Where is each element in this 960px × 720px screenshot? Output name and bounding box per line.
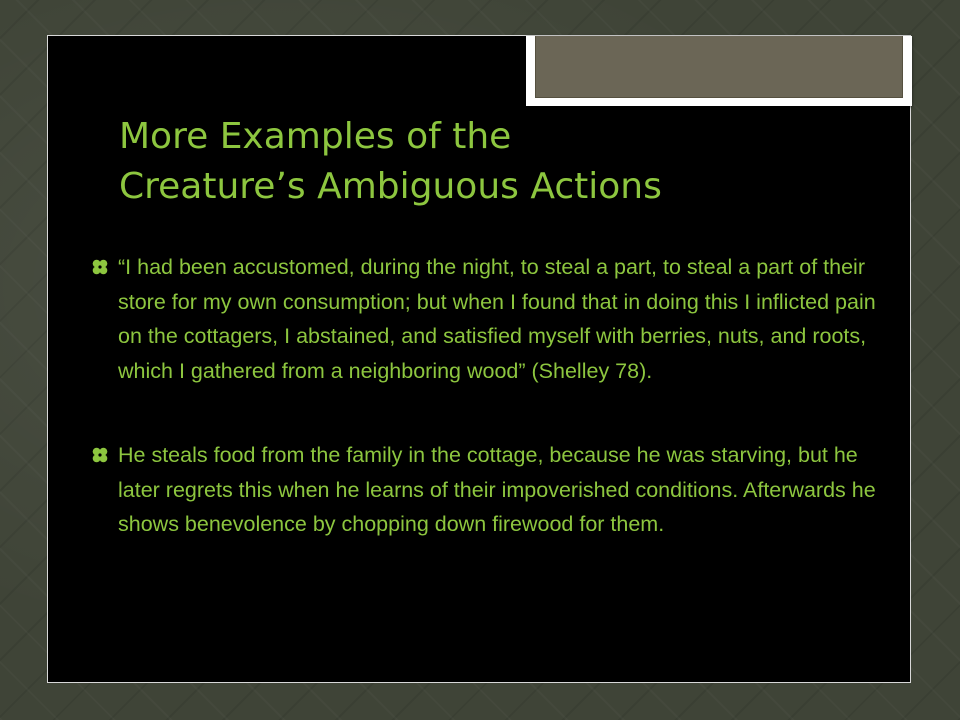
slide-title [119,112,879,212]
slide-title-line-1: More Examples of the [119,116,512,157]
four-petal-bullet-icon [92,447,108,463]
bullet-item-explanation [92,438,882,542]
four-petal-bullet-icon [92,259,108,275]
bullet-text-explanation: He steals food from the family in the cottage, because he was starving, but he later regrets this when he learns of their impoverished conditions. Afterwards he shows benevolence by chopping down firewood for them. [118,443,876,536]
decorative-tab-fill [535,36,903,98]
decorative-tab [526,36,912,106]
slide-title-line-2: Creature’s Ambiguous Actions [119,166,662,207]
bullet-item-quote [92,250,882,388]
bullet-list [92,250,882,542]
bullet-text-quote: “I had been accustomed, during the night, to steal a part, to steal a part of their store for my own consumption; but when I found that in doing this I inflicted pain on the cottagers, I abstained, and satisfied myself with berries, nuts, and roots, which I gathered from a neighboring wood” (Shelley 78). [118,255,876,383]
